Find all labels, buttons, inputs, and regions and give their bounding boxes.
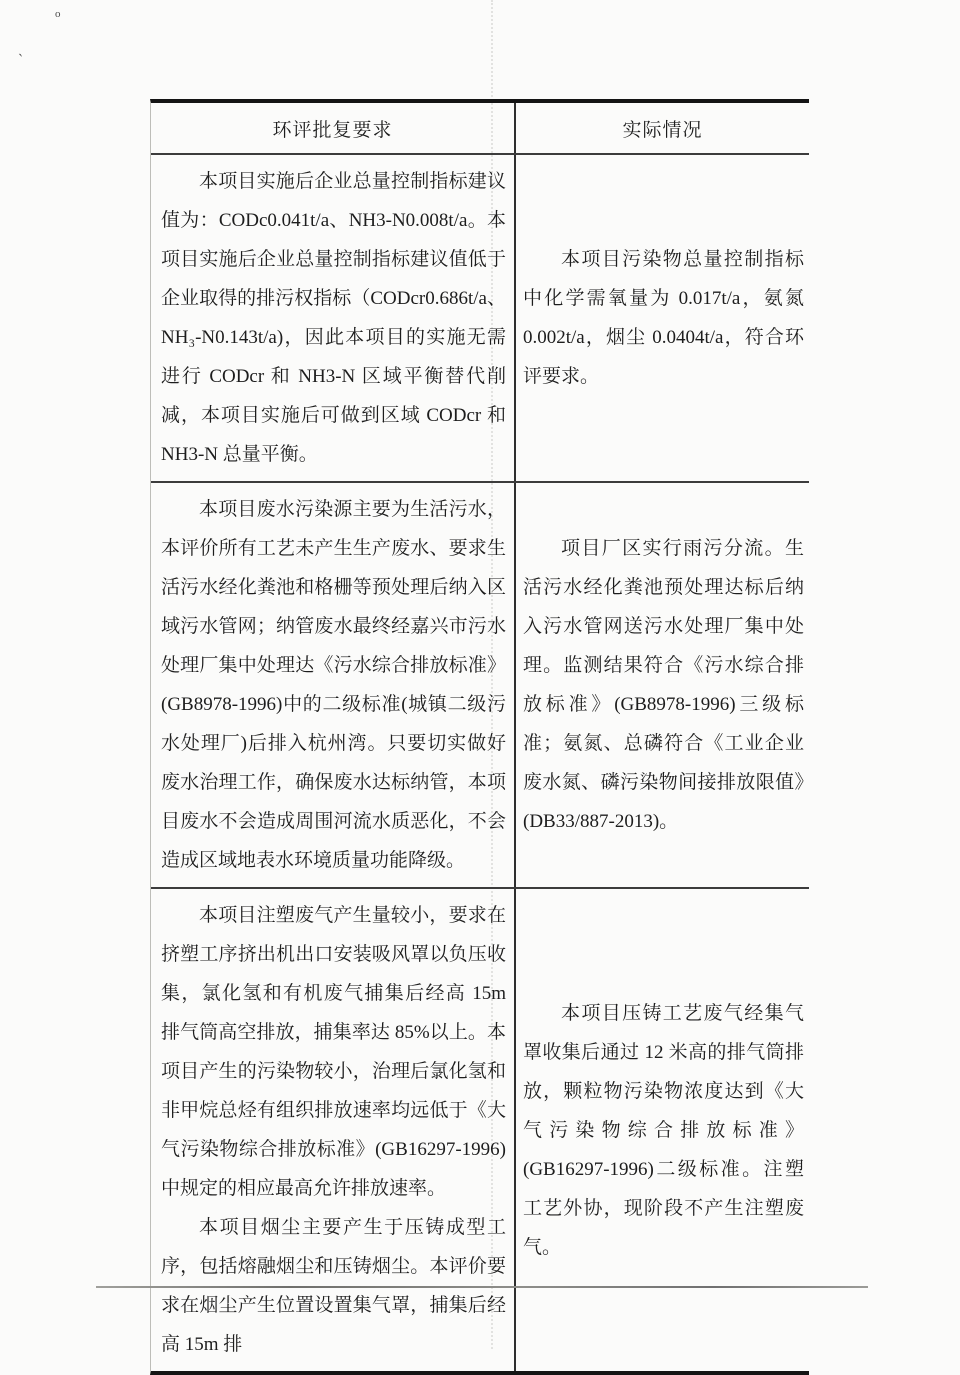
- scan-speck-circle: o: [55, 8, 61, 20]
- requirement-paragraph: 本项目废水污染源主要为生活污水，本评价所有工艺未产生生产废水、要求生活污水经化粪池和格栅等预处理后纳入区域污水管网；纳管废水最终经嘉兴市污水处理厂集中处理达《污水综合排放标准》(GB8978-1996)中的二级标准(城镇二级污水处理厂)后排入杭州湾。只要切实做好废水治理工作，确保废水达标纳管，本项目废水不会造成周围河流水质恶化，不会造成区域地表水环境质量功能降级。: [161, 499, 506, 871]
- actual-paragraph: 项目厂区实行雨污分流。生活污水经化粪池预处理达标后纳入污水管网送污水处理厂集中处理。监测结果符合《污水综合排放标准》(GB8978-1996)三级标准；氨氮、总磷符合《工业企业废水氮、磷污染物间接排放限值》(DB33/887-2013)。: [523, 538, 804, 832]
- eia-comparison-table: [150, 99, 809, 1375]
- header-actual: 实际情况: [514, 103, 809, 153]
- scan-speck-tick: `: [15, 51, 24, 70]
- actual-cell: [514, 155, 809, 481]
- table-row-wastewater: [151, 483, 809, 889]
- actual-cell: [514, 483, 809, 887]
- requirement-cell: [151, 155, 514, 481]
- table-row-total-control: [151, 155, 809, 483]
- table-header-row: [151, 103, 809, 155]
- actual-paragraph: 本项目污染物总量控制指标中化学需氧量为 0.017t/a，氨氮 0.002t/a，烟尘 0.0404t/a，符合环评要求。: [523, 249, 804, 387]
- actual-paragraph: 本项目压铸工艺废气经集气罩收集后通过 12 米高的排气筒排放，颗粒物污染物浓度达到《大气污染物综合排放标准》(GB16297-1996)二级标准。注塑工艺外协，现阶段不产生注塑废气。: [523, 1002, 804, 1258]
- table-row-waste-gas: [151, 889, 809, 1371]
- requirement-cell: [151, 889, 514, 1371]
- actual-cell: [514, 889, 809, 1371]
- header-requirement: 环评批复要求: [272, 119, 393, 141]
- requirement-paragraph: 本项目实施后企业总量控制指标建议值为：CODc0.041t/a、NH3-N0.008t/a。本项目实施后企业总量控制指标建议值低于企业取得的排污权指标（CODcr0.686t/a、NH₃-N0.143t/a)，因此本项目的实施无需进行 CODcr 和 NH3-N 区域平衡替代削减，本项目实施后可做到区域 CODcr 和 NH3-N 总量平衡。: [161, 171, 506, 465]
- requirement-paragraph: 本项目注塑废气产生量较小，要求在挤塑工序挤出机出口安装吸风罩以负压收集，氯化氢和有机废气捕集后经高 15m 排气筒高空排放，捕集率达 85%以上。本项目产生的污染物较小，治理后氯化氢和非甲烷总烃有组织排放速率均远低于《大气污染物综合排放标准》(GB16297-1996)中规定的相应最高允许排放速率。: [161, 905, 506, 1199]
- page-divider-line: [96, 1286, 868, 1288]
- requirement-cell: [151, 483, 514, 887]
- requirement-paragraph: 本项目烟尘主要产生于压铸成型工序，包括熔融烟尘和压铸烟尘。本评价要求在烟尘产生位置设置集气罩，捕集后经高 15m 排: [161, 1217, 506, 1355]
